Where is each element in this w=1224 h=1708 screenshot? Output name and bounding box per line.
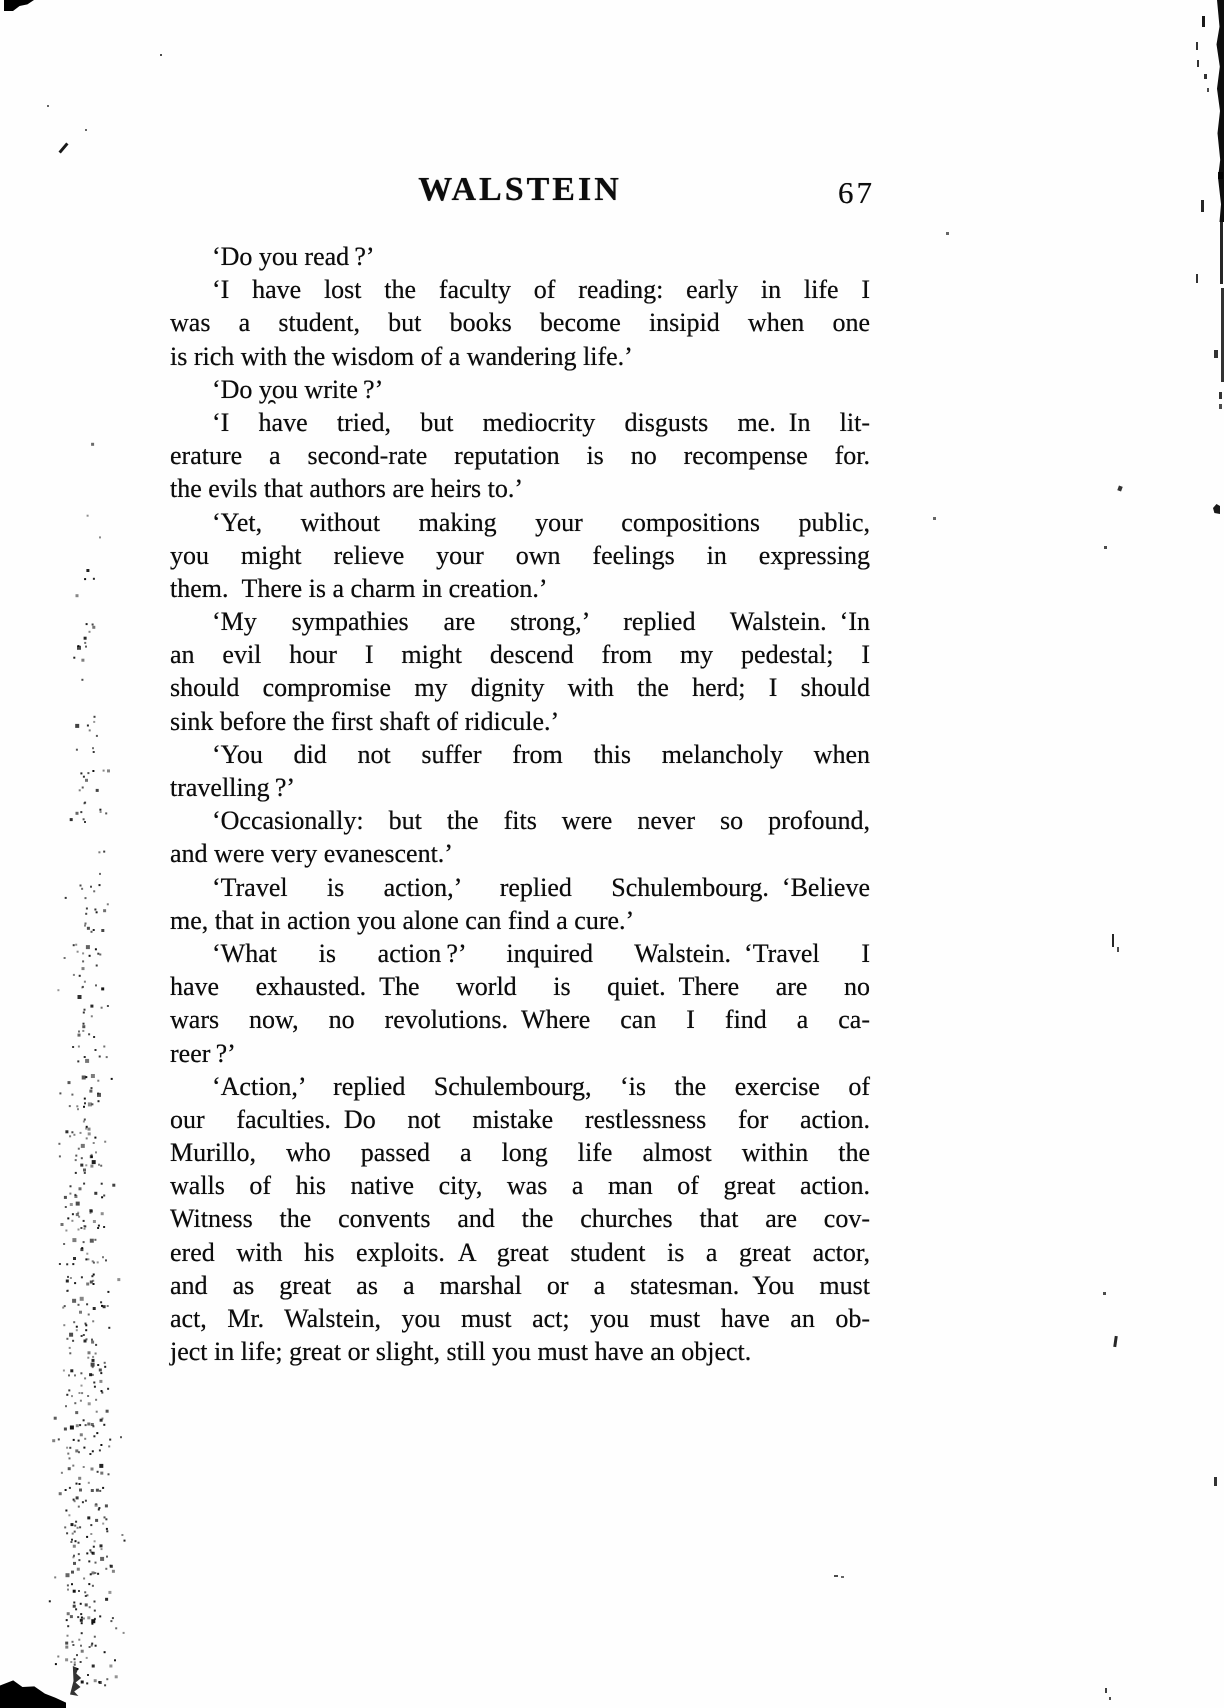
scan-artifact-margin-speck	[85, 129, 87, 131]
scan-artifact-ink-blob-top-left	[4, 0, 34, 11]
text-line: ‘You did not suffer from this melancholy when	[212, 739, 870, 769]
text-line: travelling ?’	[170, 773, 296, 802]
text-line: erature a second-rate reputation is no recompense for.	[170, 441, 870, 471]
scan-artifact-edge-tick	[1117, 947, 1119, 952]
text-line: is rich with the wisdom of a wandering life.’	[170, 341, 633, 371]
scan-artifact-edge-blob	[1213, 504, 1220, 514]
scan-artifact-edge-tick	[1207, 88, 1209, 92]
text-line: me, that in action you alone can find a cure.’	[170, 905, 635, 935]
scan-artifact-edge-tick	[1196, 42, 1198, 50]
text-line: ‘Travel is action,’ replied Schulembourg. ‘Believe	[212, 872, 870, 902]
scan-artifact-edge-tick	[1196, 274, 1198, 283]
scan-artifact-edge-speck	[1103, 1292, 1106, 1295]
scan-artifact-page-edge-line	[1220, 222, 1223, 284]
scan-artifact-margin-speck	[841, 1576, 844, 1578]
text-line: should compromise my dignity with the herd; I should	[170, 673, 870, 703]
text-line: and as great as a marshal or a statesman. You must	[170, 1270, 870, 1300]
scan-artifact-edge-tick	[1218, 172, 1223, 179]
text-line: ject in life; great or slight, still you must have an object.	[170, 1337, 752, 1367]
text-line: was a student, but books become insipid when one	[170, 308, 870, 338]
text-line: the evils that authors are heirs to.’	[170, 474, 524, 504]
scan-artifact-edge-tick	[1202, 16, 1205, 27]
text-line: ‘Do y̯ou write ?’	[212, 374, 384, 404]
text-line: Murillo, who passed a long life almost within the	[170, 1138, 870, 1168]
scan-artifact-edge-tick	[1113, 1336, 1118, 1347]
scan-speckle-noise	[0, 0, 2, 2]
text-line: ‘My sympathies are strong,’ replied Walstein. ‘In	[212, 607, 870, 637]
text-line: have exhausted. The world is quiet. There are no	[170, 972, 870, 1002]
scan-artifact-edge-speck	[1117, 485, 1122, 491]
scan-artifact-edge-tick	[1197, 60, 1199, 67]
text-line: our faculties. Do not mistake restlessness for action.	[170, 1104, 870, 1134]
text-line: ‘Do you read ?’	[212, 242, 375, 271]
scan-artifact-edge-speck	[1109, 1697, 1111, 1700]
scan-artifact-page-edge-dash	[1219, 404, 1222, 409]
text-line: reer ?’	[170, 1038, 236, 1068]
scan-artifact-edge-speck	[1104, 546, 1107, 549]
text-line: you might relieve your own feelings in expressing	[170, 540, 870, 570]
scan-artifact-edge-tick	[1204, 74, 1207, 79]
text-line: ‘Action,’ replied Schulembourg, ‘is the exercise of	[212, 1071, 870, 1101]
text-line: walls of his native city, was a man of great action.	[170, 1171, 870, 1201]
text-line: ‘Yet, without making your compositions public,	[212, 507, 870, 537]
text-line: ‘I have tried, but mediocrity disgusts me. In lit-	[212, 407, 870, 437]
scan-artifact-margin-speck	[834, 1575, 838, 1577]
scan-artifact-page-edge-dash	[1219, 392, 1222, 399]
scan-artifact-margin-speck	[933, 517, 936, 520]
text-block	[170, 240, 870, 1368]
scan-artifact-page-edge-line	[1221, 288, 1224, 382]
scan-artifact-margin-speck	[946, 232, 949, 235]
scan-artifact-edge-tick	[1105, 1688, 1107, 1693]
text-line: ‘Occasionally: but the fits were never so profound,	[212, 806, 870, 836]
scan-artifact-page-edge-band	[1214, 0, 1224, 222]
text-line: Witness the convents and the churches that are cov-	[170, 1204, 870, 1234]
scan-artifact-margin-speck	[47, 105, 49, 107]
text-line: ‘What is action ?’ inquired Walstein. ‘Travel I	[212, 938, 870, 968]
text-line: and were very evanescent.’	[170, 839, 453, 869]
scan-artifact-edge-tick	[1201, 200, 1204, 212]
scan-artifact-margin-slash	[58, 142, 68, 153]
text-line: sink before the first shaft of ridicule.’	[170, 706, 560, 736]
running-head-title: WALSTEIN	[418, 171, 622, 208]
scan-artifact-ink-cluster	[70, 1666, 84, 1696]
scan-artifact-edge-tick	[1112, 934, 1114, 947]
text-line: ered with his exploits. A great student is a great actor,	[170, 1237, 870, 1267]
text-line: wars now, no revolutions. Where can I find a ca-	[170, 1005, 870, 1035]
text-line: an evil hour I might descend from my pedestal; I	[170, 640, 870, 670]
scan-artifact-margin-speck	[160, 54, 162, 56]
text-line: ‘I have lost the faculty of reading: early in life I	[212, 275, 870, 305]
scan-artifact-ink-blob-bottom-left	[0, 1678, 66, 1708]
text-line: them. There is a charm in creation.’	[170, 573, 548, 603]
text-line: act, Mr. Walstein, you must act; you must have an ob-	[170, 1304, 870, 1333]
scan-artifact-edge-tick	[1214, 1477, 1217, 1486]
page-number: 67	[838, 175, 875, 210]
scan-artifact-page-edge-dash	[1214, 350, 1218, 358]
